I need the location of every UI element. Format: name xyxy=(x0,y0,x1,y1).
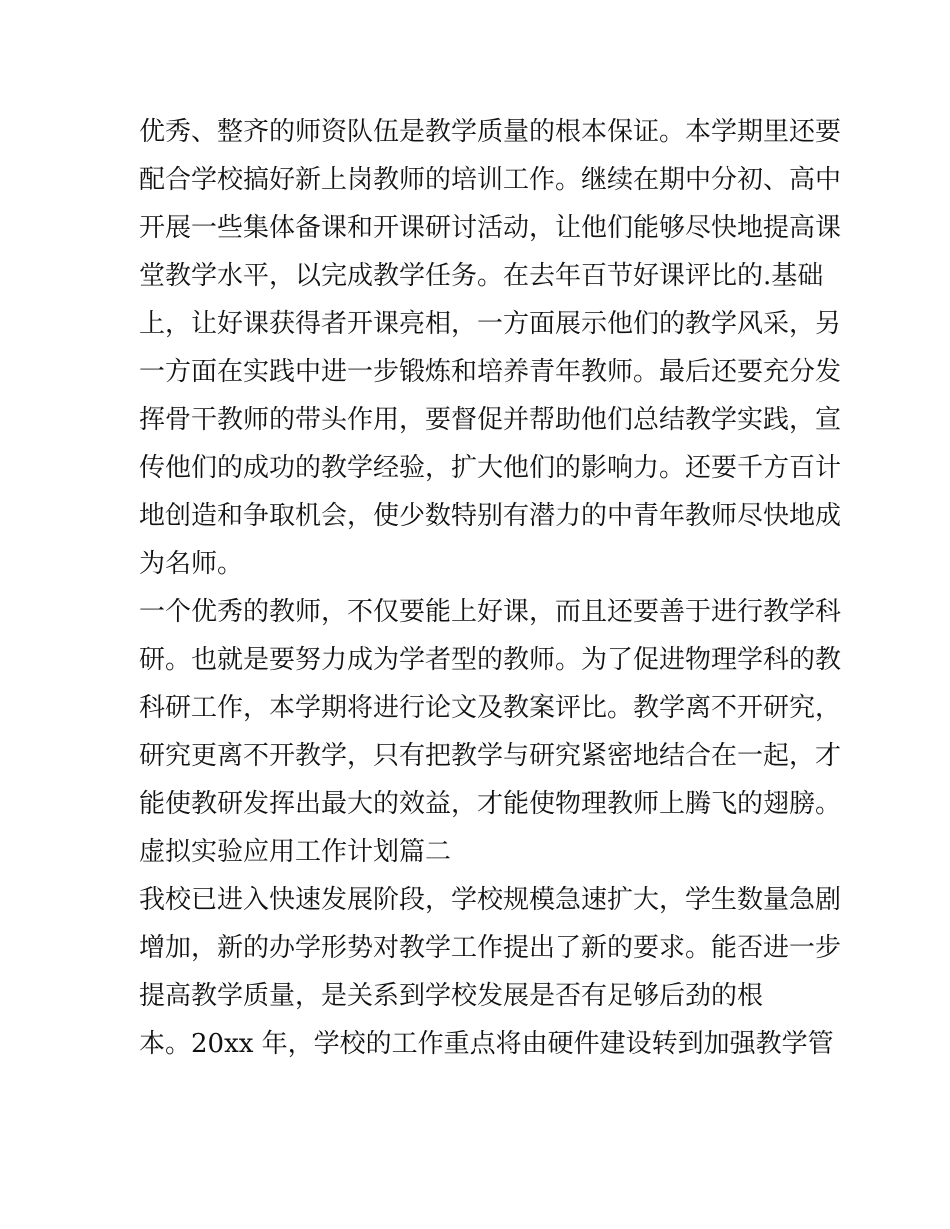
section-heading: 虚拟实验应用工作计划篇二 xyxy=(139,837,452,867)
text-line: 增加，新的办学形势对教学工作提出了新的要求。能否进一步 xyxy=(139,933,842,963)
text-line: 配合学校搞好新上岗教师的培训工作。继续在期中分初、高中 xyxy=(139,165,842,195)
text-line: 一个优秀的教师，不仅要能上好课，而且还要善于进行教学科 xyxy=(139,597,842,627)
text-line: 研。也就是要努力成为学者型的教师。为了促进物理学科的教 xyxy=(139,645,842,675)
text-line: 一方面在实践中进一步锻炼和培养青年教师。最后还要充分发 xyxy=(139,357,842,387)
text-line: 堂教学水平，以完成教学任务。在去年百节好课评比的.基础 xyxy=(139,261,824,291)
text-line: 上，让好课获得者开课亮相，一方面展示他们的教学风采，另 xyxy=(139,309,842,339)
text-line: 挥骨干教师的带头作用，要督促并帮助他们总结教学实践，宣 xyxy=(139,405,842,435)
text-line: 开展一些集体备课和开课研讨活动，让他们能够尽快地提高课 xyxy=(139,213,842,243)
text-line: 地创造和争取机会，使少数特别有潜力的中青年教师尽快地成 xyxy=(139,501,842,531)
text-line: 为名师。 xyxy=(139,549,244,579)
text-line: 研究更离不开教学，只有把教学与研究紧密地结合在一起，才 xyxy=(139,741,842,771)
text-line: 传他们的成功的教学经验，扩大他们的影响力。还要千方百计 xyxy=(139,453,842,483)
text-line: 优秀、整齐的师资队伍是教学质量的根本保证。本学期里还要 xyxy=(139,117,842,147)
text-line: 科研工作，本学期将进行论文及教案评比。教学离不开研究， xyxy=(139,693,842,723)
text-line: 我校已进入快速发展阶段，学校规模急速扩大，学生数量急剧 xyxy=(139,885,842,915)
text-line: 提高教学质量，是关系到学校发展是否有足够后劲的根 xyxy=(139,981,764,1011)
text-line: 能使教研发挥出最大的效益，才能使物理教师上腾飞的翅膀。 xyxy=(139,789,842,819)
text-line: 本。20xx 年，学校的工作重点将由硬件建设转到加强教学管 xyxy=(139,1029,834,1059)
document-body xyxy=(139,108,842,1068)
